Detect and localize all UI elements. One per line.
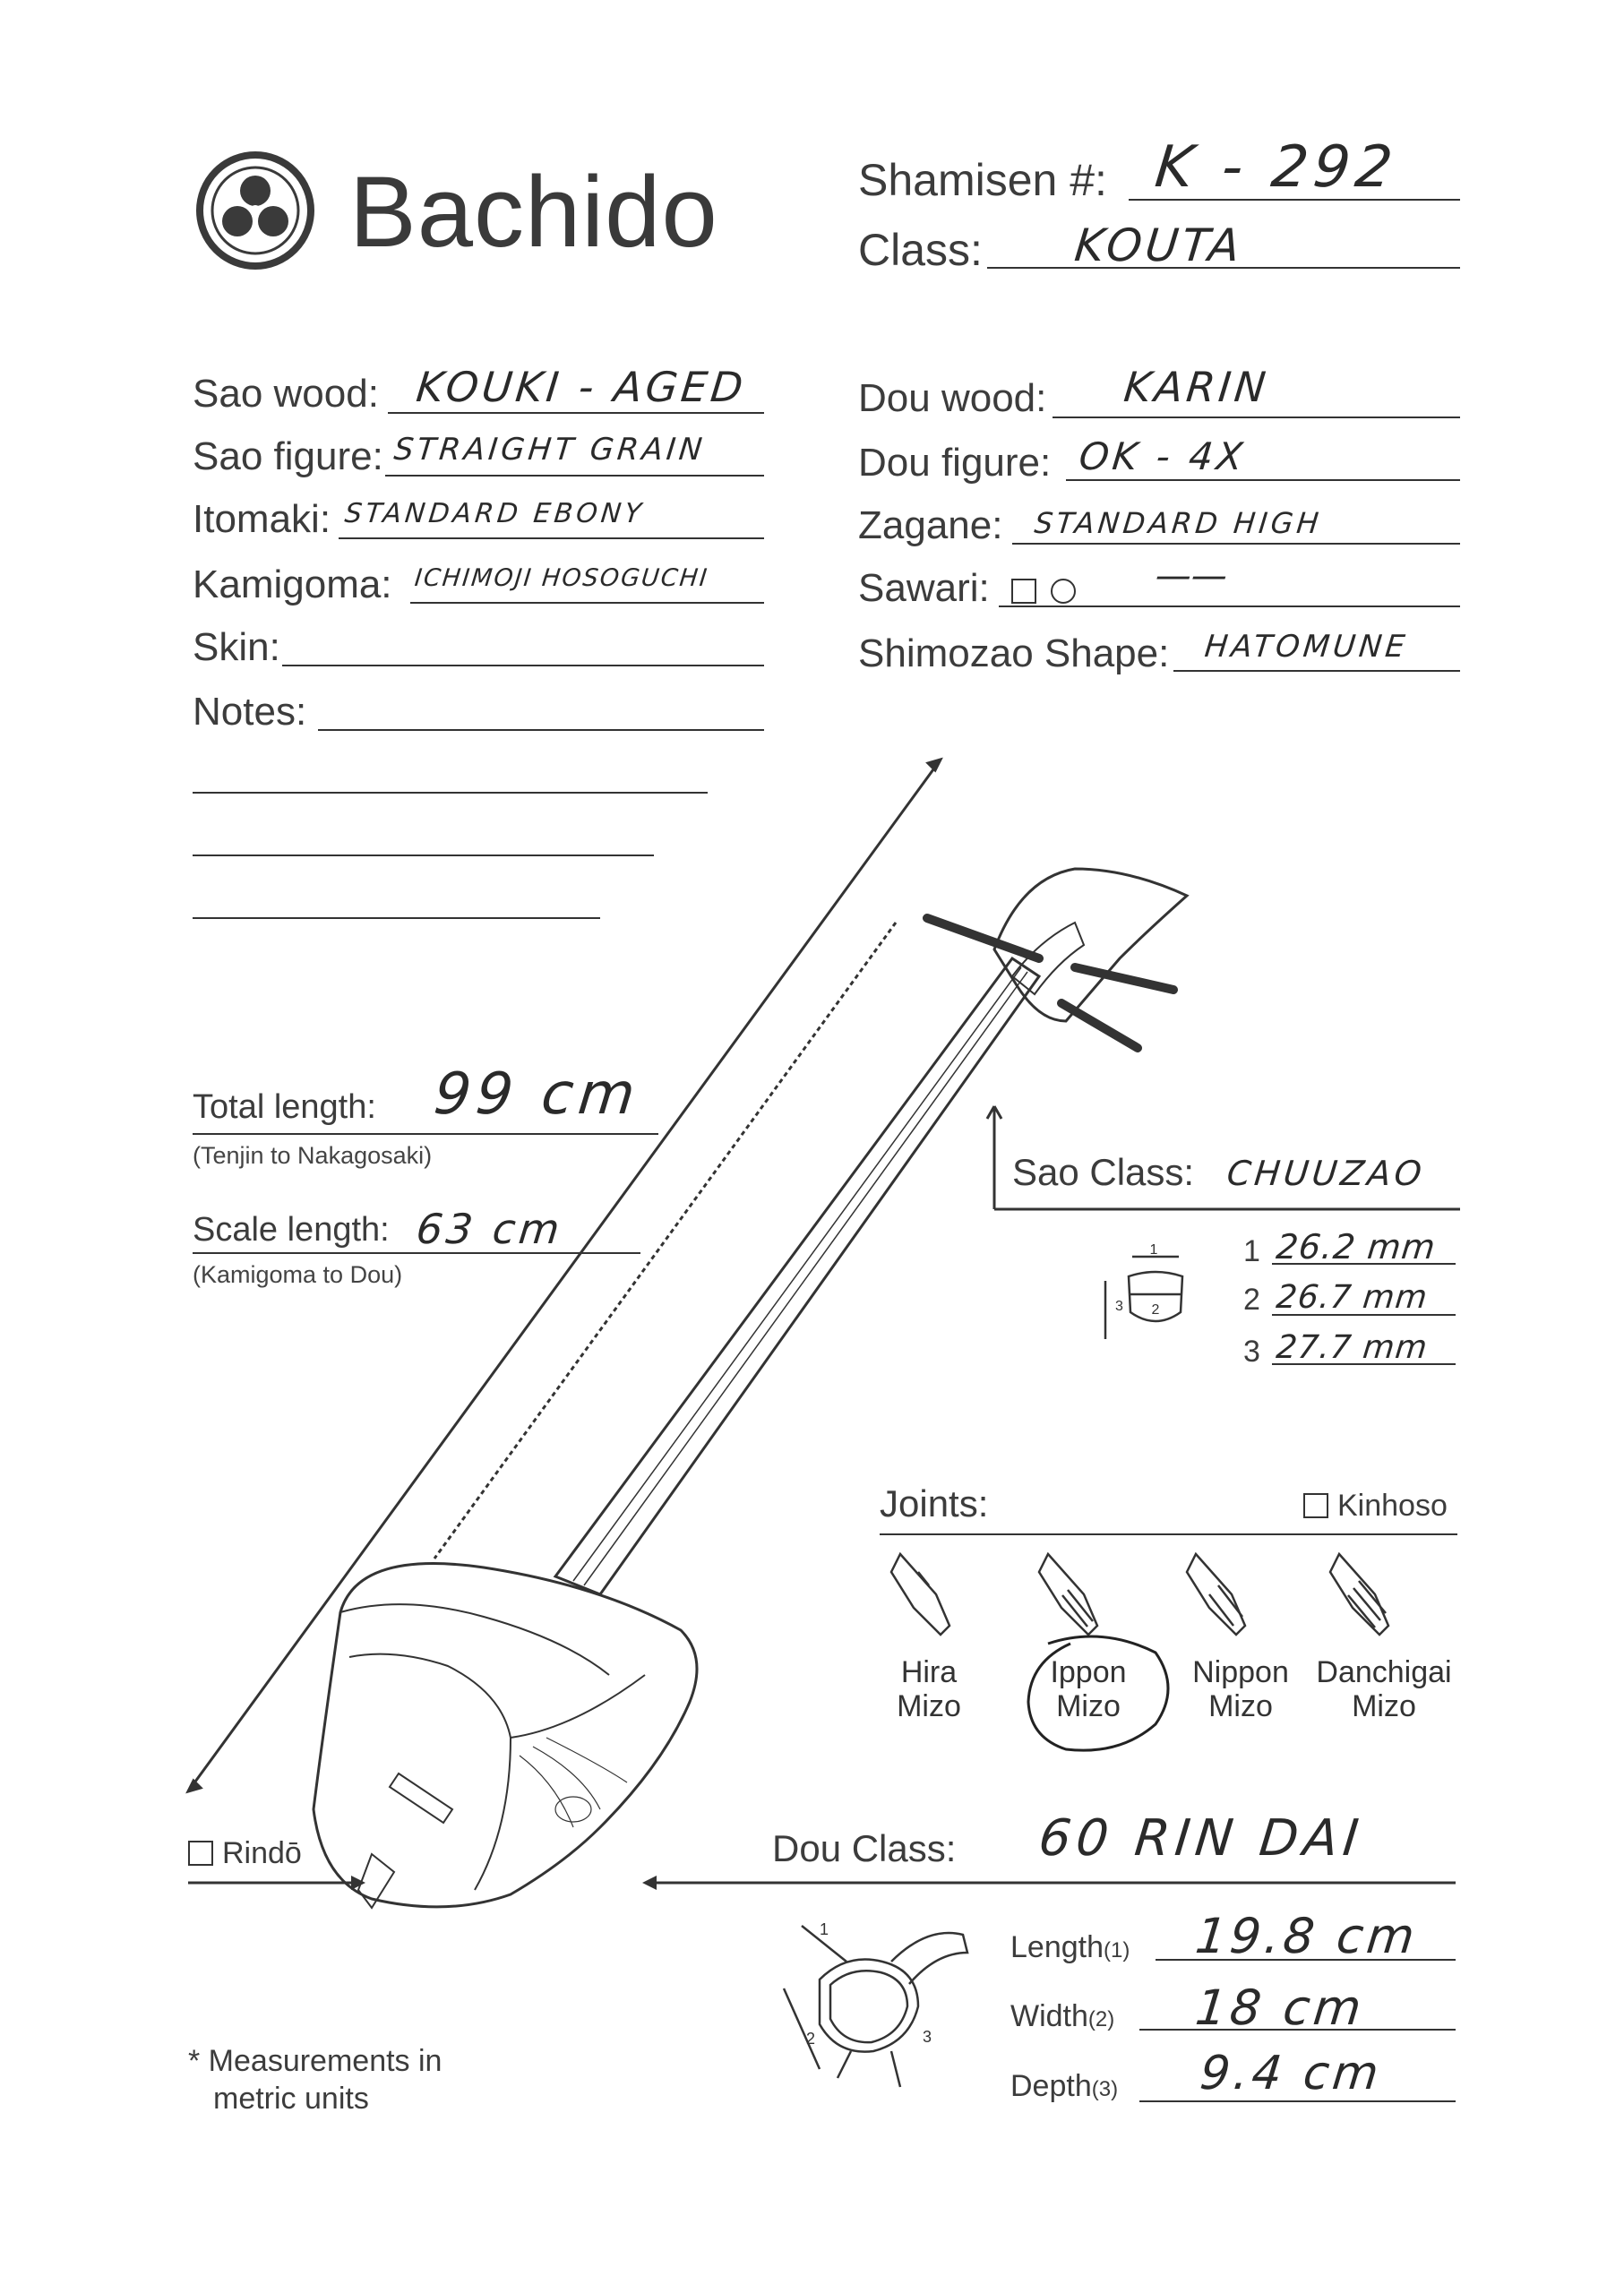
sao-figure-value: STRAIGHT GRAIN bbox=[391, 432, 708, 468]
total-length-value: 99 cm bbox=[431, 1061, 644, 1128]
sawari-value: —— bbox=[1153, 555, 1230, 597]
sao-wood-label: Sao wood: bbox=[193, 372, 379, 416]
joints-label: Joints: bbox=[880, 1482, 989, 1524]
joint-nippon-line1: Nippon bbox=[1192, 1655, 1289, 1689]
sao-measure-3-n: 3 bbox=[1243, 1335, 1260, 1369]
joint-hira-mizo[interactable] bbox=[848, 1655, 1010, 1723]
sao-wood-line bbox=[388, 412, 764, 414]
dou-width-value: 18 cm bbox=[1192, 1980, 1368, 2036]
joint-ippon-line2: Mizo bbox=[1056, 1689, 1121, 1723]
rindo-option bbox=[188, 1836, 302, 1871]
dou-width-line bbox=[1139, 2029, 1456, 2031]
dou-figure-line bbox=[1066, 479, 1460, 481]
dou-figure-value: OK - 4X bbox=[1077, 434, 1249, 478]
class-label: Class: bbox=[858, 225, 983, 275]
sao-wood-value: KOUKI - AGED bbox=[414, 363, 749, 411]
dou-length-value: 19.8 cm bbox=[1192, 1908, 1422, 1964]
sawari-label-text: Sawari: bbox=[858, 566, 990, 610]
ippon-mizo-selection-circle bbox=[1021, 1626, 1178, 1760]
sao-cross-section-diagram bbox=[1093, 1241, 1200, 1348]
kinhoso-option bbox=[1303, 1489, 1448, 1524]
itomaki-label: Itomaki: bbox=[193, 497, 331, 541]
zagane-value: STANDARD HIGH bbox=[1033, 506, 1324, 540]
sao-diagram-label-3: 3 bbox=[1115, 1299, 1123, 1314]
mitsudomoe-logo bbox=[193, 148, 318, 273]
dou-diagram-label-2: 2 bbox=[806, 2030, 816, 2048]
kamigoma-label: Kamigoma: bbox=[193, 563, 392, 606]
skin-line bbox=[282, 665, 764, 666]
sawari-checkbox[interactable] bbox=[1011, 579, 1036, 604]
sao-measure-1-n: 1 bbox=[1243, 1234, 1260, 1268]
notes-line-1 bbox=[318, 729, 764, 731]
dou-length-label bbox=[1010, 1930, 1130, 1965]
sao-class-value: CHUUZAO bbox=[1224, 1154, 1427, 1193]
itomaki-line bbox=[339, 537, 764, 539]
shamisen-illustration bbox=[179, 752, 1236, 1980]
scale-length-arrow-line bbox=[193, 1252, 640, 1254]
sao-measure-3-line bbox=[1272, 1363, 1456, 1365]
joint-nippon-mizo[interactable] bbox=[1160, 1655, 1321, 1723]
sao-measure-3-value: 27.7 mm bbox=[1274, 1329, 1430, 1366]
shimozao-shape-label: Shimozao Shape: bbox=[858, 631, 1170, 675]
rindo-label: Rindō bbox=[222, 1836, 302, 1870]
notes-label: Notes: bbox=[193, 690, 307, 734]
dou-class-label: Dou Class: bbox=[772, 1827, 957, 1869]
dou-figure-label: Dou figure: bbox=[858, 441, 1052, 485]
dou-length-text: Length bbox=[1010, 1930, 1104, 1964]
joint-nippon-line2: Mizo bbox=[1208, 1689, 1273, 1723]
sawari-label bbox=[858, 566, 1076, 611]
joint-danchigai-line1: Danchigai bbox=[1316, 1655, 1452, 1689]
sao-figure-line bbox=[385, 475, 764, 477]
scale-length-sub: (Kamigoma to Dou) bbox=[193, 1261, 403, 1288]
class-line bbox=[987, 267, 1460, 269]
dou-depth-label bbox=[1010, 2069, 1118, 2104]
footnote-line-1: * Measurements in bbox=[188, 2044, 443, 2078]
zagane-line bbox=[1012, 543, 1460, 545]
kamigoma-value: ICHIMOJI HOSOGUCHI bbox=[413, 564, 710, 592]
brand-name: Bachido bbox=[349, 156, 718, 268]
danchigai-mizo-joint-icon bbox=[1330, 1554, 1388, 1635]
dou-length-line bbox=[1156, 1959, 1456, 1961]
dou-wood-value: KARIN bbox=[1121, 363, 1272, 411]
total-length-arrow-line bbox=[193, 1133, 658, 1135]
hira-mizo-joint-icon bbox=[891, 1554, 949, 1635]
class-value: KOUTA bbox=[1071, 219, 1246, 271]
kinhoso-checkbox[interactable] bbox=[1303, 1493, 1328, 1518]
total-length-label: Total length: bbox=[193, 1088, 376, 1126]
skin-label: Skin: bbox=[193, 625, 280, 669]
footnote-line-2: metric units bbox=[213, 2082, 369, 2116]
shamisen-number-value: K - 292 bbox=[1152, 134, 1401, 201]
total-length-sub: (Tenjin to Nakagosaki) bbox=[193, 1142, 433, 1169]
dou-depth-n: (3) bbox=[1091, 2077, 1119, 2101]
sao-measure-2-n: 2 bbox=[1243, 1283, 1260, 1317]
zagane-label: Zagane: bbox=[858, 503, 1003, 547]
sao-measure-1-value: 26.2 mm bbox=[1274, 1227, 1439, 1267]
sao-diagram-label-2: 2 bbox=[1151, 1302, 1160, 1318]
scale-length-value: 63 cm bbox=[414, 1205, 566, 1253]
dou-class-value: 60 RIN DAI bbox=[1035, 1809, 1367, 1868]
joint-ippon-line1: Ippon bbox=[1050, 1655, 1127, 1689]
sao-measure-2-line bbox=[1272, 1314, 1456, 1316]
joint-hira-line1: Hira bbox=[900, 1655, 958, 1689]
shimozao-shape-value: HATOMUNE bbox=[1202, 629, 1411, 665]
shamisen-number-line bbox=[1129, 199, 1460, 201]
dou-diagram-label-1: 1 bbox=[820, 1920, 829, 1938]
sao-measure-1-line bbox=[1272, 1263, 1456, 1265]
dou-depth-value: 9.4 cm bbox=[1197, 2047, 1385, 2100]
rindo-checkbox[interactable] bbox=[188, 1841, 213, 1866]
dou-width-text: Width bbox=[1010, 1999, 1088, 2033]
shamisen-number-label: Shamisen #: bbox=[858, 155, 1107, 205]
kinhoso-label: Kinhoso bbox=[1337, 1489, 1448, 1523]
dou-width-n: (2) bbox=[1087, 2007, 1115, 2031]
rindo-arrow bbox=[188, 1872, 367, 1894]
dou-wood-line bbox=[1053, 417, 1460, 418]
dou-length-n: (1) bbox=[1104, 1938, 1130, 1962]
sao-figure-label: Sao figure: bbox=[193, 434, 383, 478]
sao-diagram-label-1: 1 bbox=[1149, 1242, 1158, 1258]
ippon-mizo-joint-icon bbox=[1039, 1554, 1097, 1635]
sawari-line bbox=[999, 605, 1460, 607]
nippon-mizo-joint-icon bbox=[1187, 1554, 1245, 1635]
kamigoma-line bbox=[410, 602, 764, 604]
dou-depth-text: Depth bbox=[1010, 2069, 1092, 2103]
scale-length-label: Scale length: bbox=[193, 1211, 390, 1249]
sao-measure-2-value: 26.7 mm bbox=[1274, 1279, 1430, 1316]
dou-depth-line bbox=[1139, 2100, 1456, 2102]
shimozao-shape-line bbox=[1173, 670, 1460, 672]
itomaki-value: STANDARD EBONY bbox=[343, 498, 647, 529]
dou-wood-label: Dou wood: bbox=[858, 376, 1047, 420]
dou-class-arrow bbox=[640, 1872, 1460, 1894]
sawari-radio[interactable] bbox=[1051, 579, 1076, 604]
joint-danchigai-line2: Mizo bbox=[1352, 1689, 1416, 1723]
sao-class-label: Sao Class: bbox=[1012, 1151, 1195, 1193]
dou-diagram-label-3: 3 bbox=[923, 2028, 932, 2046]
dou-width-label bbox=[1010, 1999, 1114, 2034]
joints-line bbox=[880, 1533, 1457, 1535]
joint-danchigai-mizo[interactable] bbox=[1303, 1655, 1465, 1723]
joint-hira-line2: Mizo bbox=[897, 1689, 961, 1723]
dou-cross-section-diagram bbox=[766, 1908, 981, 2105]
